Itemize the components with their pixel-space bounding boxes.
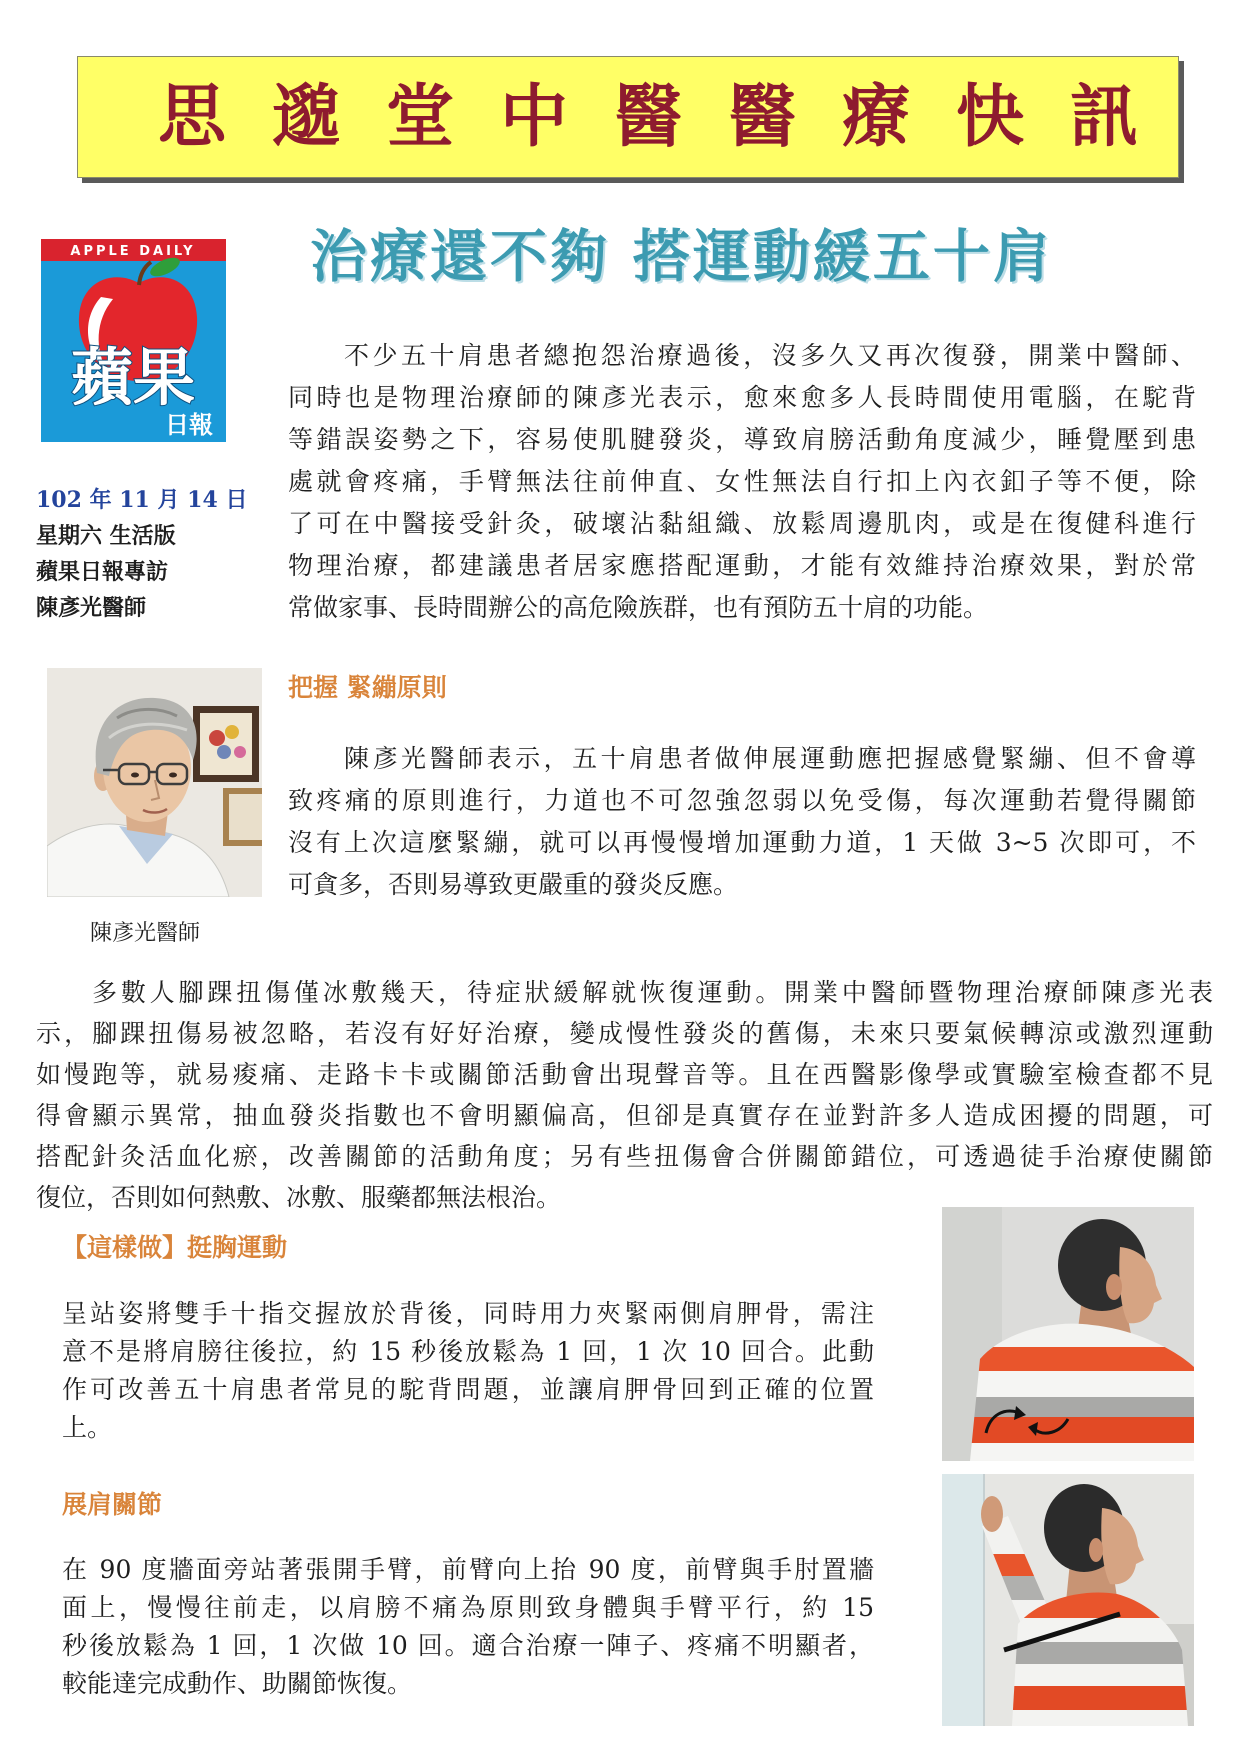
logo-main-text: 蘋果 xyxy=(70,341,196,414)
paragraph-line: 不少五十肩患者總抱怨治療過後，沒多久又再次復發，開業中醫師、 xyxy=(344,341,1196,370)
paragraph-line: 常做家事、長時間辦公的高危險族群，也有預防五十肩的功能。 xyxy=(288,593,989,622)
paragraph-line: 可貪多，否則易導致更嚴重的發炎反應。 xyxy=(288,870,739,899)
paragraph-line: 上。 xyxy=(62,1413,113,1442)
paragraph-line: 面上，慢慢往前走，以肩膀不痛為原則致身體與手臂平行，約 15 xyxy=(62,1593,874,1622)
subheading-shoulder-stretch: 展肩關節 xyxy=(62,1490,163,1519)
chest-exercise-illustration xyxy=(942,1207,1194,1461)
paragraph-line: 等錯誤姿勢之下，容易使肌腱發炎，導致肩膀活動角度減少，睡覺壓到患 xyxy=(288,425,1196,454)
apple-daily-logo-graphic xyxy=(41,239,226,442)
paragraph-line: 同時也是物理治療師的陳彥光表示，愈來愈多人長時間使用電腦，在駝背 xyxy=(288,383,1196,412)
paragraph-line: 致疼痛的原則進行，力道也不可忽強忽弱以免受傷，每次運動若覺得關節 xyxy=(288,786,1196,815)
paragraph-line: 多數人腳踝扭傷僅冰敷幾天，待症狀緩解就恢復運動。開業中醫師暨物理治療師陳彥光表 xyxy=(92,978,1213,1007)
newsletter-banner xyxy=(77,56,1179,178)
ankle-paragraph xyxy=(36,972,1213,1218)
article-section: 星期六 生活版 xyxy=(36,523,176,549)
doctor-photo-caption: 陳彥光醫師 xyxy=(90,921,201,946)
paragraph-line: 意不是將肩膀往後拉，約 15 秒後放鬆為 1 回，1 次 10 回合。此動 xyxy=(62,1337,874,1366)
doctor-portrait xyxy=(47,668,262,897)
paragraph-line: 作可改善五十肩患者常見的駝背問題，並讓肩胛骨回到正確的位置 xyxy=(62,1375,874,1404)
paragraph-line: 陳彥光醫師表示，五十肩患者做伸展運動應把握感覺緊繃、但不會導 xyxy=(344,744,1196,773)
paragraph-line: 呈站姿將雙手十指交握放於背後，同時用力夾緊兩側肩胛骨，需注 xyxy=(62,1299,874,1328)
paragraph-line: 處就會疼痛，手臂無法往前伸直、女性無法自行扣上內衣釦子等不便，除 xyxy=(288,467,1196,496)
newsletter-title: 思邈堂中醫醫療快訊 xyxy=(158,77,1138,157)
paragraph-line: 在 90 度牆面旁站著張開手臂，前臂向上抬 90 度，前臂與手肘置牆 xyxy=(62,1555,874,1584)
article-headline: 治療還不夠 搭運動緩五十肩 xyxy=(310,223,1053,290)
chest-exercise-paragraph xyxy=(62,1295,874,1447)
logo-sub-text: 日報 xyxy=(165,411,213,439)
intro-paragraph xyxy=(288,335,1196,629)
article-date: 102 年 11 月 14 日 xyxy=(36,487,248,513)
doctor-photo xyxy=(47,668,262,897)
shoulder-stretch-photo xyxy=(942,1474,1194,1726)
grip-paragraph xyxy=(288,738,1196,906)
article-source: 蘋果日報專訪 xyxy=(36,559,169,585)
shoulder-stretch-paragraph xyxy=(62,1551,874,1703)
paragraph-line: 秒後放鬆為 1 回，1 次做 10 回。適合治療一陣子、疼痛不明顯者， xyxy=(62,1631,874,1660)
paragraph-line: 搭配針灸活血化瘀，改善關節的活動角度；另有些扭傷會合併關節錯位，可透過徒手治療使關節 xyxy=(36,1142,1213,1171)
subheading-chest-exercise: 【這樣做】挺胸運動 xyxy=(62,1233,288,1262)
subheading-grip-principle: 把握 緊繃原則 xyxy=(288,673,447,702)
paragraph-line: 了可在中醫接受針灸，破壞沾黏組織、放鬆周邊肌肉，或是在復健科進行 xyxy=(288,509,1196,538)
paragraph-line: 示，腳踝扭傷易被忽略，若沒有好好治療，變成慢性發炎的舊傷，未來只要氣候轉涼或激烈運動 xyxy=(36,1019,1213,1048)
shoulder-stretch-illustration xyxy=(942,1474,1194,1726)
paragraph-line: 復位，否則如何熱敷、冰敷、服藥都無法根治。 xyxy=(36,1183,562,1212)
paragraph-line: 較能達完成動作、助關節恢復。 xyxy=(62,1669,413,1698)
logo-top-text: APPLE DAILY xyxy=(70,244,196,259)
paragraph-line: 沒有上次這麼緊繃，就可以再慢慢增加運動力道，1 天做 3~5 次即可，不 xyxy=(288,828,1196,857)
paragraph-line: 物理治療，都建議患者居家應搭配運動，才能有效維持治療效果，對於常 xyxy=(288,551,1196,580)
paragraph-line: 得會顯示異常，抽血發炎指數也不會明顯偏高，但卻是真實存在並對許多人造成困擾的問題，可 xyxy=(36,1101,1213,1130)
article-doctor: 陳彥光醫師 xyxy=(36,595,147,621)
apple-daily-logo xyxy=(41,239,226,442)
paragraph-line: 如慢跑等，就易痠痛、走路卡卡或關節活動會出現聲音等。且在西醫影像學或實驗室檢查都不見 xyxy=(36,1060,1213,1089)
chest-exercise-photo xyxy=(942,1207,1194,1461)
article-meta xyxy=(36,482,256,626)
